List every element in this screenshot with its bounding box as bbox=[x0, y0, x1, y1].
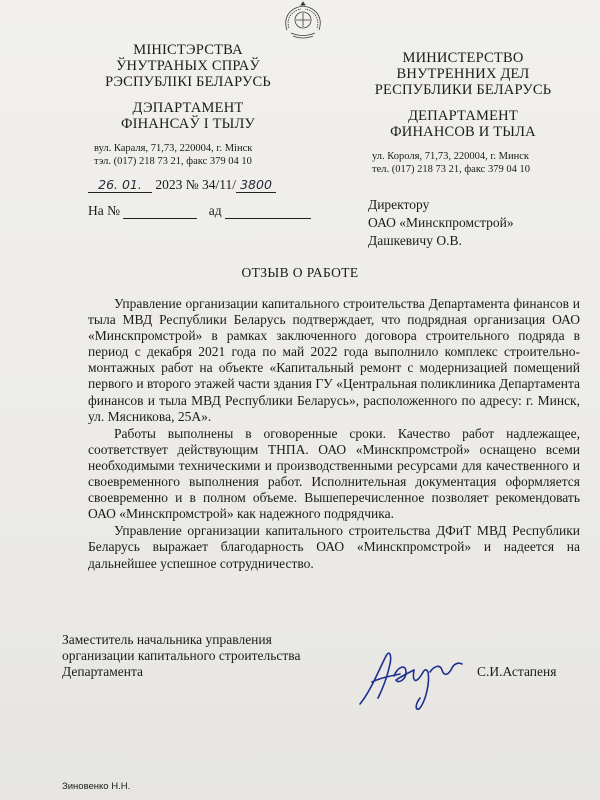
position-line: организации капитального строительства bbox=[62, 648, 301, 663]
letterhead-contacts bbox=[74, 142, 302, 168]
handwritten-signature bbox=[356, 642, 466, 714]
phone: тэл. (017) 218 73 21, факс 379 04 10 bbox=[94, 156, 252, 167]
ref-from-label: ад bbox=[208, 203, 222, 218]
body-paragraph: Управление организации капитального строительства Департамента финансов и тыла МВД Республики Беларусь подтверждает, что подрядная организация ОАО «Минскпромстрой» в рамках заключенного договора строительного подряда в период с декабря 2021 года по май 2022 года выполнило комплекс строительно-монтажных работ на объекте «Капитальный ремонт с модернизацией помещений первого и второго этажей части здания ГУ «Центральная поликлиника Департамента финансов и тыла МВД Республики Беларусь», расположенного по адресу: г. Минск, ул. Мясникова, 25А». bbox=[88, 296, 580, 424]
signatory-position bbox=[62, 632, 301, 680]
department-line: ДЕПАРТАМЕНТ bbox=[408, 108, 518, 124]
date-handwritten: 26. 01. bbox=[88, 177, 152, 193]
letterhead-belarusian bbox=[74, 42, 302, 168]
body-paragraph: Работы выполнены в оговоренные сроки. Качество работ надлежащее, соответствует действующим ТНПА. ОАО «Минскпромстрой» оснащено всеми необходимыми техническими и производственными ресурсами для качественного и своевременного выполнения работ. Исполнительная документация оформляется своевременно и в полном объеме. Вышеперечисленное позволяет рекомендовать ОАО «Минскпромстрой» как надежного подрядчика. bbox=[88, 425, 580, 522]
signer-name: С.И.Астапеня bbox=[477, 664, 557, 679]
ministry-line: ЎНУТРАНЫХ СПРАЎ bbox=[116, 58, 260, 74]
addressee bbox=[368, 196, 514, 250]
addressee-line: Директору bbox=[368, 197, 430, 212]
reference-line bbox=[88, 203, 311, 219]
addressee-line: ОАО «Минскпромстрой» bbox=[368, 215, 514, 230]
ref-number-blank bbox=[123, 203, 197, 219]
number-handwritten: 3800 bbox=[236, 177, 276, 193]
document-title: ОТЗЫВ О РАБОТЕ bbox=[241, 265, 359, 280]
letterhead-russian bbox=[350, 50, 576, 176]
department-line: ДЭПАРТАМЕНТ bbox=[132, 100, 244, 116]
position-line: Заместитель начальника управления bbox=[62, 632, 272, 647]
year: 2023 bbox=[155, 177, 183, 192]
ministry-line: ВНУТРЕННИХ ДЕЛ bbox=[396, 66, 530, 82]
address: вул. Караля, 71,73, 220004, г. Мінск bbox=[94, 143, 253, 154]
department-line: ФИНАНСОВ И ТЫЛА bbox=[390, 124, 536, 140]
ministry-line: РЕСПУБЛИКИ БЕЛАРУСЬ bbox=[374, 82, 552, 98]
outgoing-number: № 34/11/ bbox=[185, 177, 237, 192]
address: ул. Короля, 71,73, 220004, г. Минск bbox=[372, 151, 530, 162]
letterhead-contacts bbox=[350, 150, 576, 176]
body-paragraph: Управление организации капитального строительства ДФиТ МВД Республики Беларусь выражает благодарность ОАО «Минскпромстрой» и надеется на дальнейшее успешное сотрудничество. bbox=[88, 523, 580, 571]
ministry-line: МІНІСТЭРСТВА bbox=[133, 42, 243, 58]
state-emblem-icon bbox=[281, 0, 325, 40]
ref-date-blank bbox=[225, 203, 311, 219]
ministry-line: МИНИСТЕРСТВО bbox=[402, 50, 524, 66]
ref-label: На № bbox=[88, 203, 120, 218]
executor-name: Зиновенко Н.Н. bbox=[62, 781, 131, 792]
position-line: Департамента bbox=[62, 664, 144, 679]
letter-body bbox=[88, 296, 580, 572]
department-line: ФІНАНСАЎ І ТЫЛУ bbox=[120, 116, 256, 132]
addressee-line: Дашкевичу О.В. bbox=[368, 233, 462, 248]
ministry-line: РЭСПУБЛІКІ БЕЛАРУСЬ bbox=[105, 74, 271, 90]
phone: тел. (017) 218 73 21, факс 379 04 10 bbox=[372, 164, 530, 175]
registration-line bbox=[88, 177, 276, 193]
